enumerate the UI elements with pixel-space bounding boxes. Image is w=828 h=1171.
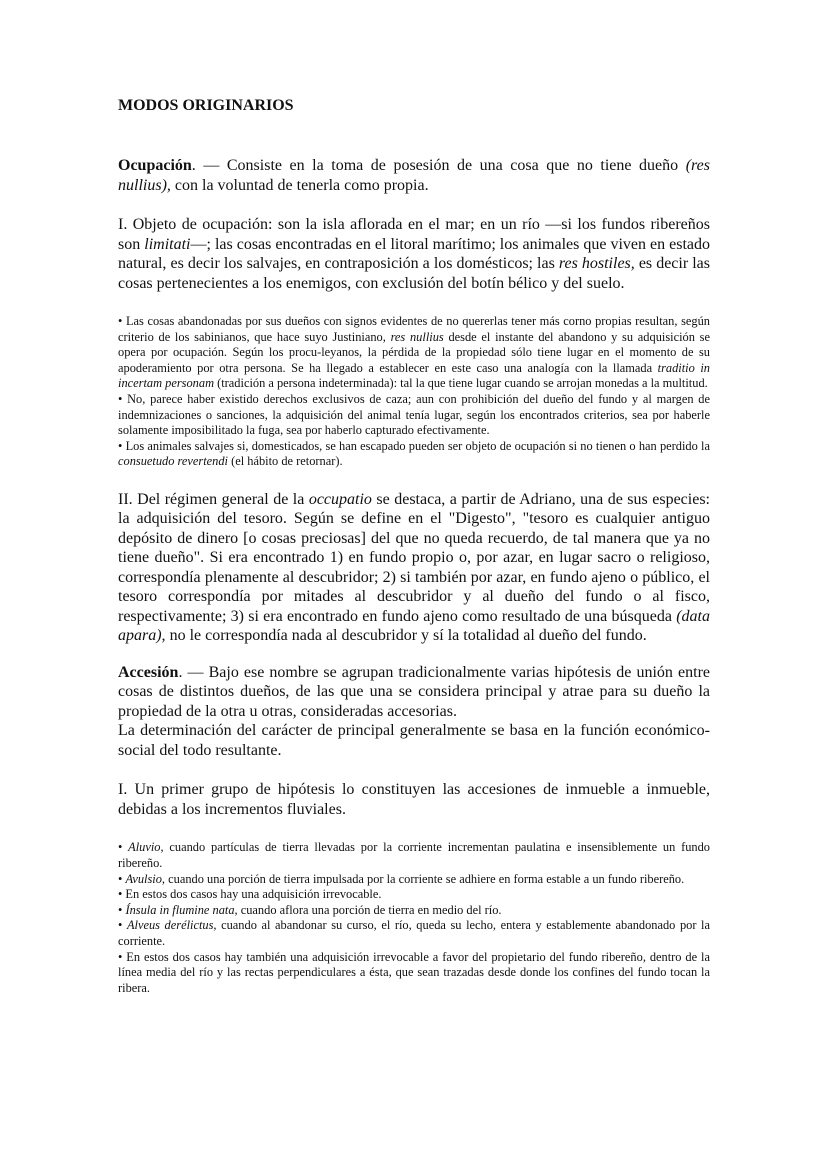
latin-term: consuetudo revertendi xyxy=(118,454,228,469)
latin-term: res nullius xyxy=(390,329,444,344)
note-item xyxy=(118,439,710,470)
latin-term: occupatio xyxy=(308,490,372,508)
note-item xyxy=(118,840,710,871)
latin-term: Ínsula in flumine nata, xyxy=(125,902,238,917)
note-item: • No, parece haber existido derechos exclusivos de caza; aun con prohibición del dueño del fundo y al margen de indemnizaciones o sanciones, la adquisición del animal tenía lugar, según los encontrados criterios, sea por haberle solamente imposibilitado la fuga, sea por haberlo capturado efectivamente. xyxy=(118,391,710,438)
text: cuando al abandonar su curso, el río, queda su lecho, entera y establemente abandonado por la corriente. xyxy=(118,918,710,948)
text: . — Bajo ese nombre se agrupan tradicionalmente varias hipótesis de unión entre cosas de distintos dueños, de las que una se considera principal y atrae para su dueño la propiedad de la otra u otras, consideradas accesorias. xyxy=(118,663,710,720)
latin-term: traditio in incertam personam xyxy=(118,360,710,391)
text: se destaca, a partir de Adriano, una de sus especies: la adquisición del tesoro. Según se define en el "Digesto", "tesoro es cualquier antiguo depósito de dinero [o cosas preciosas] del que no queda recuerdo, de tal manera que ya no tiene dueño". Si era encontrado 1) en fundo propio o, por azar, en lugar sacro o religioso, correspondía plenamente al descubridor; 2) si también por azar, en fundo ajeno o público, el tesoro correspondía por mitades al descubridor y al dueño del fundo o al fisco, respectivamente; 3) si era encontrado en fundo ajeno como resultado de una búsqueda xyxy=(118,490,710,625)
text: —; las cosas encontradas en el litoral marítimo; los animales que viven en estado natural, es decir los salvajes, en contraposición a los domésticos; las xyxy=(118,235,711,272)
grupo-paragraph: I. Un primer grupo de hipótesis lo constituyen las accesiones de inmueble a inmueble, debidas a los incrementos fluviales. xyxy=(118,781,710,818)
bullet: • xyxy=(118,918,127,933)
latin-term: Alveus derélictus, xyxy=(126,918,217,933)
text: II. Del régimen general de la xyxy=(118,490,309,508)
text: (tradición a persona indeterminada): tal la que tiene lugar cuando se arrojan monedas a la multitud. xyxy=(214,376,708,391)
latin-term: Avulsio, xyxy=(125,871,166,886)
text: no le correspondía nada al descubridor y sí la totalidad al dueño del fundo. xyxy=(165,627,647,645)
text: • Los animales salvajes si, domesticados, se han escapado pueden ser objeto de ocupación si no tienen o han perdido la xyxy=(118,438,710,453)
accesion-paragraph-2: La determinación del carácter de principal generalmente se basa en la función económico-social del todo resultante. xyxy=(118,722,710,759)
text: cuando partículas de tierra llevadas por la corriente incrementan paulatina e insensiblemente un fundo ribereño. xyxy=(118,840,710,871)
term-ocupacion: Ocupación xyxy=(118,157,192,174)
latin-term: (res nullius), xyxy=(118,157,710,194)
note-item xyxy=(118,314,710,392)
text: desde el instante del abandono y su adquisición se opera por ocupación. Según los procu-leyanos, la pérdida de la propiedad sólo tiene lugar en el momento de su apoderamiento por otra persona. Se ha llegado a establecer en este caso una analogía con la llamada xyxy=(118,329,710,375)
text: cuando aflora una porción de tierra en medio del río. xyxy=(237,902,502,917)
ocupacion-paragraph xyxy=(118,156,710,195)
latin-term: limitati xyxy=(144,235,191,253)
term-accesion: Accesión xyxy=(118,663,179,681)
latin-term: (data apara), xyxy=(118,607,710,645)
note-item xyxy=(118,903,710,919)
text: cuando una porción de tierra impulsada por la corriente se adhiere en forma estable a un fundo ribereño. xyxy=(165,871,685,886)
note-item: • En estos dos casos hay también una adquisición irrevocable a favor del propietario del fundo ribereño, dentro de la línea media del río y las rectas perpendiculares a ésta, que sean trazadas desde donde los confines del fundo tocan la ribera. xyxy=(118,949,710,995)
note-item xyxy=(118,872,710,888)
note-item xyxy=(118,918,710,949)
text: I. Objeto de ocupación: son la isla aflorada en el mar; en un río —si los fundos ribereños son xyxy=(118,216,710,253)
note-item: • En estos dos casos hay una adquisición irrevocable. xyxy=(118,887,382,902)
bullet: • xyxy=(118,871,126,886)
bullet: • xyxy=(118,840,129,855)
document-page xyxy=(118,96,710,996)
text: • Las cosas abandonadas por sus dueños con signos evidentes de no quererlas tener más corno propias resultan, según criterio de los sabinianos, que hace suyo Justiniano, xyxy=(118,314,710,344)
latin-term: Aluvio, xyxy=(128,840,164,855)
objeto-paragraph xyxy=(118,215,710,293)
tesoro-paragraph xyxy=(118,490,710,646)
latin-term: res hostiles, xyxy=(558,255,635,272)
text: con la voluntad de tenerla como propia. xyxy=(170,176,429,194)
section-heading: MODOS ORIGINARIOS xyxy=(118,97,294,114)
text: es decir las cosas pertenecientes a los enemigos, con exclusión del botín bélico y del suelo. xyxy=(118,255,711,292)
bullet: • xyxy=(118,902,126,917)
text: (el hábito de retornar). xyxy=(228,454,343,469)
accesion-paragraph xyxy=(118,663,710,722)
text: . — Consiste en la toma de posesión de una cosa que no tiene dueño xyxy=(191,157,686,174)
